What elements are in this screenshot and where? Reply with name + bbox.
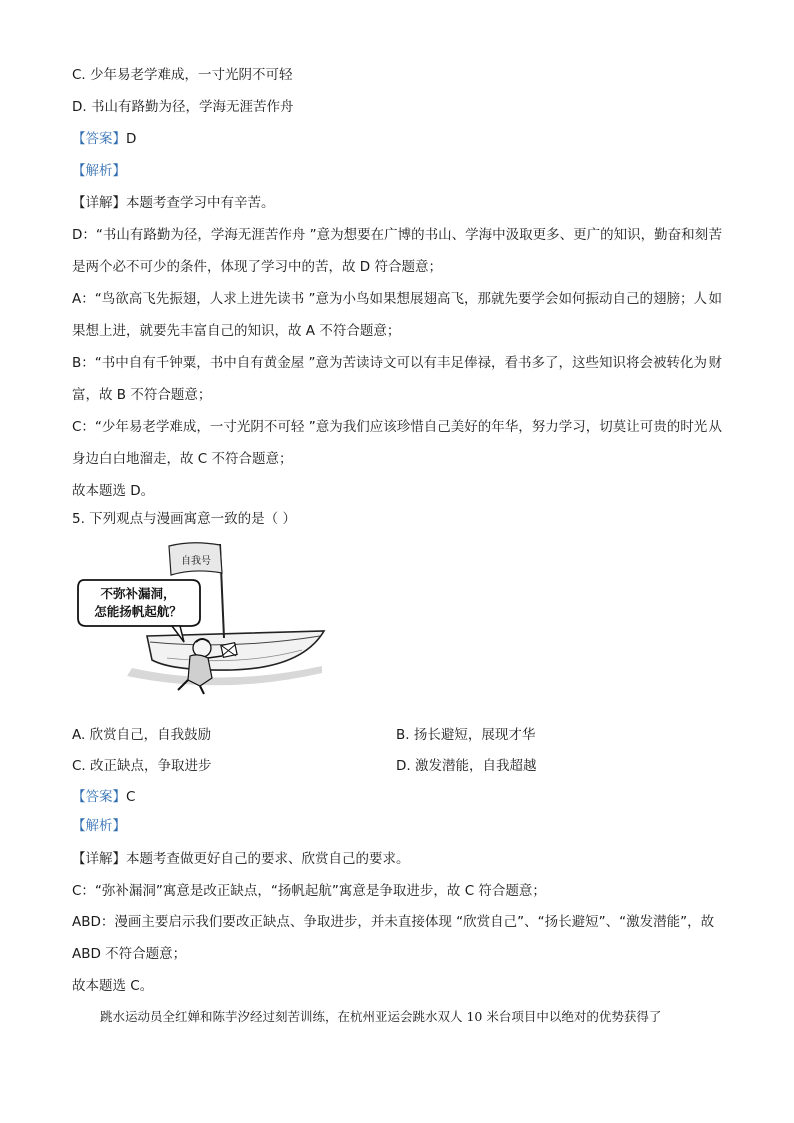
option-c-q4: C. 少年易老学难成，一寸光阴不可轻 [72, 67, 293, 83]
question-5-stem: 5. 下列观点与漫画寓意一致的是（ ） [72, 511, 296, 527]
explanation-c-q5: C：“弥补漏洞”寓意是改正缺点，“扬帆起航”寓意是争取进步，故 C 符合题意； [72, 883, 546, 899]
analysis-tag-q5 [72, 817, 126, 835]
option-b-q5: B. 扬长避短，展现才华 [396, 727, 536, 743]
explanation-text: D：“书山有路勤为径，学海无涯苦作舟 ”意为想要在广博的书山、学海中汲取更多、更广的知识，勤奋和刻 [72, 227, 709, 243]
detail-q5 [72, 850, 410, 868]
explanation-abd-line1: ABD：漫画主要启示我们要改正缺点、争取进步，并未直接体现 “欣赏自己”、“扬长避短”、“激发潜能”，故 [72, 914, 715, 930]
detail-tag: 【详解】 [72, 851, 126, 867]
explanation-a-line1 [72, 290, 722, 308]
explanation-b-line1 [72, 354, 722, 372]
bubble-line-2: 怎能扬帆起航？ [94, 604, 182, 619]
option-d-q5: D. 激发潜能，自我超越 [396, 758, 537, 774]
explanation-text-end: 从 [708, 419, 722, 435]
analysis-tag: 【解析】 [72, 163, 126, 179]
explanation-b-line2: 富，故 B 不符合题意； [72, 387, 212, 403]
explanation-d-line1 [72, 226, 722, 244]
explanation-text-end: 如 [708, 291, 722, 307]
detail-q4 [72, 194, 275, 212]
analysis-tag: 【解析】 [72, 818, 126, 834]
explanation-text: B：“书中自有千钟粟，书中自有黄金屋 ”意为苦读诗文可以有丰足俸禄，看书多了，这些知识将会被转化为 [72, 355, 708, 371]
next-question-text: 跳水运动员全红婵和陈芋汐经过刻苦训练，在杭州亚运会跳水双人 10 米台项目中以绝对的优势获得了 [100, 1009, 662, 1024]
explanation-d-line2: 是两个必不可少的条件，体现了学习中的苦，故 D 符合题意； [72, 259, 442, 275]
answer-tag: 【答案】 [72, 131, 126, 147]
bubble-line-1: 不弥补漏洞， [100, 586, 176, 601]
detail-text: 本题考查做更好自己的要求、欣赏自己的要求。 [126, 851, 410, 867]
option-d-q4: D. 书山有路勤为径，学海无涯苦作舟 [72, 99, 294, 115]
analysis-tag-q4 [72, 162, 126, 180]
explanation-a-line2: 果想上进，就要先丰富自己的知识，故 A 不符合题意； [72, 323, 401, 339]
answer-tag: 【答案】 [72, 789, 126, 805]
flag-text: 自我号 [181, 556, 211, 567]
answer-q4 [72, 130, 136, 148]
detail-tag: 【详解】 [72, 195, 126, 211]
option-a-q5: A. 欣赏自己，自我鼓励 [72, 727, 212, 743]
cartoon-illustration [72, 538, 327, 698]
explanation-text: A：“鸟欲高飞先振翅，人求上进先读书 ”意为小鸟如果想展翅高飞，那就先要学会如何振动自己的翅膀；人 [72, 291, 708, 307]
answer-value: C [126, 789, 136, 805]
conclusion-q4: 故本题选 D。 [72, 483, 155, 499]
answer-value: D [126, 131, 137, 147]
explanation-c-line1 [72, 418, 722, 436]
explanation-text: C：“少年易老学难成，一寸光阴不可轻 ”意为我们应该珍惜自己美好的年华，努力学习，切莫让可贵的时光 [72, 419, 708, 435]
conclusion-q5: 故本题选 C。 [72, 978, 154, 994]
explanation-c-line2: 身边白白地溜走，故 C 不符合题意； [72, 451, 293, 467]
answer-q5 [72, 788, 135, 806]
option-c-q5: C. 改正缺点，争取进步 [72, 758, 212, 774]
explanation-text-end: 财 [708, 355, 722, 371]
explanation-text-end: 苦 [708, 227, 722, 243]
detail-text: 本题考查学习中有辛苦。 [126, 195, 275, 211]
explanation-abd-line2: ABD 不符合题意； [72, 946, 187, 962]
